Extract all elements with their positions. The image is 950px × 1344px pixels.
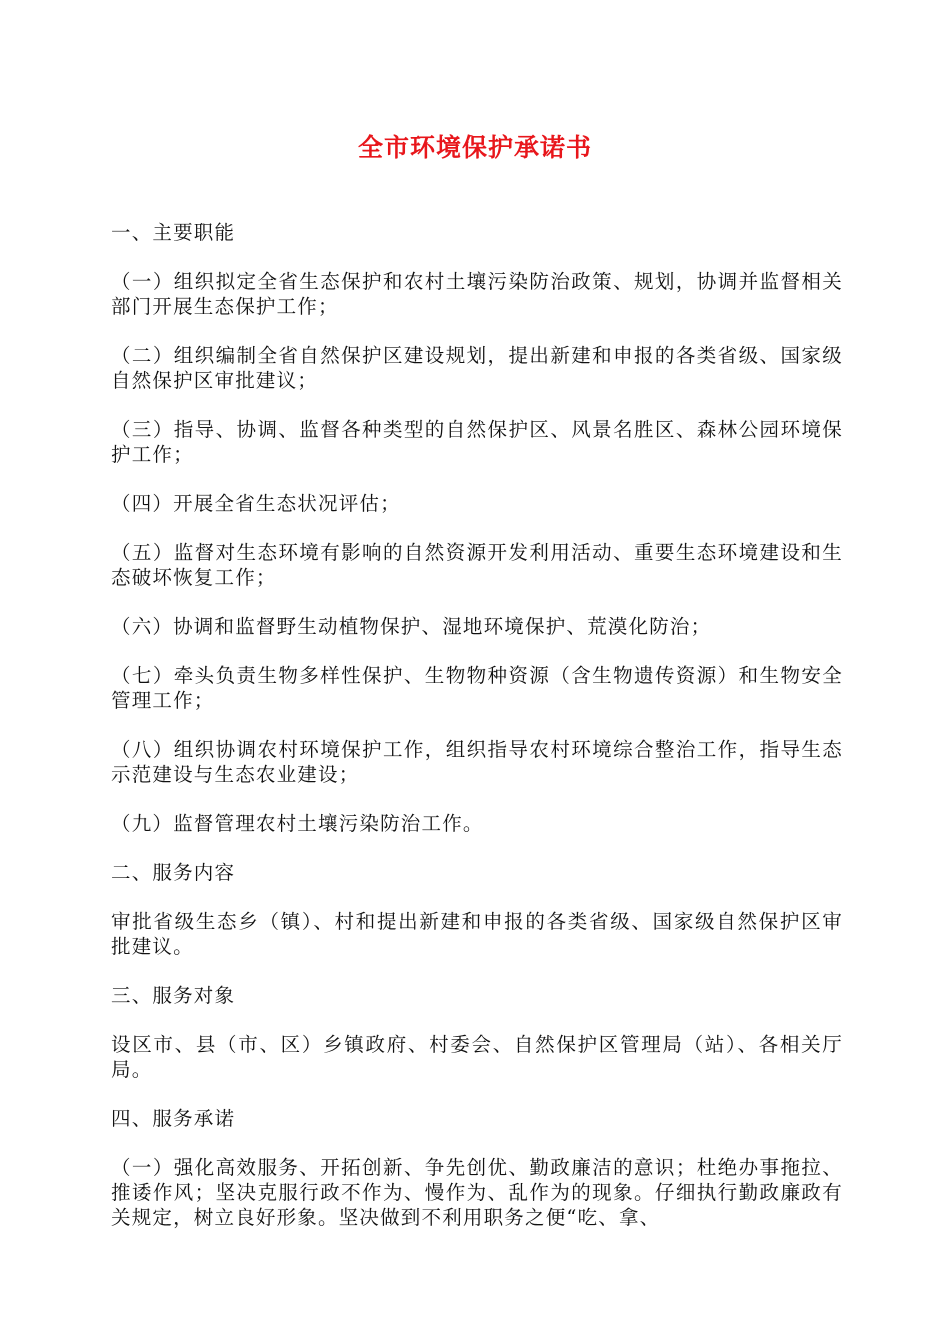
section-heading-functions: 一、主要职能 — [111, 221, 236, 244]
paragraph: 设区市、县（市、区）乡镇政府、村委会、自然保护区管理局（站）、各相关厅局。 — [111, 1033, 843, 1081]
section-heading-service-commitment: 四、服务承诺 — [111, 1107, 236, 1130]
section-heading-service-targets: 三、服务对象 — [111, 984, 236, 1007]
paragraph: 审批省级生态乡（镇）、村和提出新建和申报的各类省级、国家级自然保护区审批建议。 — [111, 910, 843, 958]
paragraph: （七）牵头负责生物多样性保护、生物物种资源（含生物遗传资源）和生物安全管理工作； — [111, 664, 843, 712]
paragraph: （一）强化高效服务、开拓创新、争先创优、勤政廉洁的意识；杜绝办事拖拉、推诿作风；坚决克服行政不作为、慢作为、乱作为的现象。仔细执行勤政廉政有关规定，树立良好形象。坚决做到不利用职务之便“吃、拿、 — [111, 1156, 843, 1229]
document-body — [111, 220, 843, 1254]
paragraph: （二）组织编制全省自然保护区建设规划，提出新建和申报的各类省级、国家级自然保护区审批建议； — [111, 344, 843, 392]
paragraph: （八）组织协调农村环境保护工作，组织指导农村环境综合整治工作，指导生态示范建设与生态农业建设； — [111, 738, 843, 786]
paragraph: （一）组织拟定全省生态保护和农村土壤污染防治政策、规划，协调并监督相关部门开展生态保护工作； — [111, 270, 843, 318]
paragraph: （六）协调和监督野生动植物保护、湿地环境保护、荒漠化防治； — [111, 615, 712, 638]
paragraph: （九）监督管理农村土壤污染防治工作。 — [111, 812, 484, 835]
paragraph: （五）监督对生态环境有影响的自然资源开发利用活动、重要生态环境建设和生态破坏恢复工作； — [111, 541, 843, 589]
paragraph: （四）开展全省生态状况评估； — [111, 492, 401, 515]
document-title: 全市环境保护承诺书 — [357, 133, 592, 162]
paragraph: （三）指导、协调、监督各种类型的自然保护区、风景名胜区、森林公园环境保护工作； — [111, 418, 843, 466]
section-heading-service-content: 二、服务内容 — [111, 861, 236, 884]
